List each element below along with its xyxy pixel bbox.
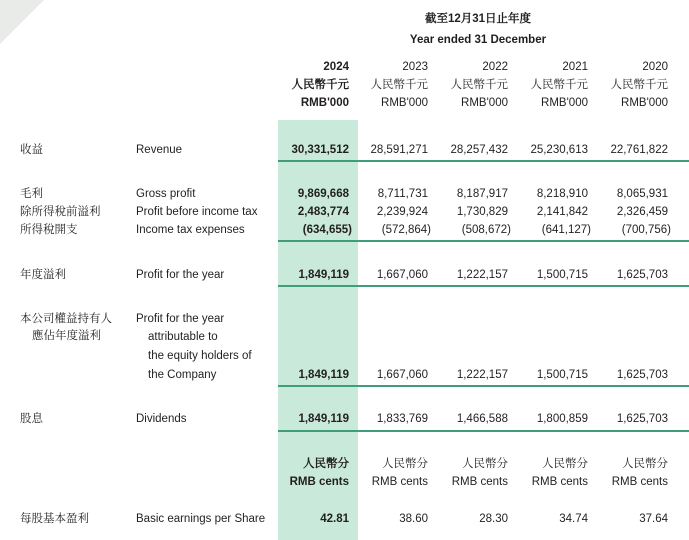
year-2023: 2023 bbox=[402, 61, 428, 73]
value-gross-profit-2024: 9,869,668 bbox=[297, 188, 349, 200]
value-revenue-2023: 28,591,271 bbox=[370, 144, 428, 156]
value-pbt-2024: 2,483,774 bbox=[297, 206, 349, 218]
unit-zh-2021: 人民幣千元 bbox=[530, 79, 588, 91]
cents-unit-en-2020: RMB cents bbox=[611, 476, 668, 488]
unit-zh-2020: 人民幣千元 bbox=[610, 79, 668, 91]
year-2022: 2022 bbox=[482, 61, 508, 73]
value-gross-profit-2022: 8,187,917 bbox=[456, 188, 508, 200]
label-zh-profit-year: 年度溢利 bbox=[20, 269, 66, 281]
value-eps-2024: 42.81 bbox=[320, 513, 349, 525]
value-pbt-2023: 2,239,924 bbox=[376, 206, 428, 218]
value-gross-profit-2023: 8,711,731 bbox=[377, 188, 428, 200]
value-tax-2020: (700,756) bbox=[621, 224, 671, 236]
value-pbt-2020: 2,326,459 bbox=[616, 206, 668, 218]
year-2021: 2021 bbox=[562, 61, 588, 73]
label-zh-eps: 每股基本盈利 bbox=[20, 513, 89, 525]
value-eps-2022: 28.30 bbox=[479, 513, 508, 525]
unit-en-2020: RMB'000 bbox=[621, 97, 668, 109]
header-title-zh: 截至12月31日止年度 bbox=[424, 13, 532, 25]
unit-en-2024: RMB'000 bbox=[300, 97, 349, 109]
cents-unit-zh-2023: 人民幣分 bbox=[382, 458, 428, 470]
label-en-eps: Basic earnings per Share bbox=[136, 513, 266, 525]
label-en-revenue: Revenue bbox=[136, 144, 183, 156]
value-tax-2024: (634,655) bbox=[302, 224, 352, 236]
value-pbt-2021: 2,141,842 bbox=[536, 206, 588, 218]
value-tax-2023: (572,864) bbox=[381, 224, 431, 236]
value-gross-profit-2021: 8,218,910 bbox=[536, 188, 588, 200]
label-zh-dividends: 股息 bbox=[20, 413, 43, 425]
unit-zh-2023: 人民幣千元 bbox=[370, 79, 428, 91]
separator-line bbox=[278, 240, 689, 242]
unit-en-2023: RMB'000 bbox=[381, 97, 428, 109]
value-profit-year-2023: 1,667,060 bbox=[376, 269, 428, 281]
cents-unit-en-2022: RMB cents bbox=[451, 476, 508, 488]
label-en-profit-attrib-line4: the Company bbox=[148, 369, 217, 381]
separator-line bbox=[278, 430, 689, 432]
label-zh-profit-attrib-line2: 應佔年度溢利 bbox=[32, 330, 101, 342]
cents-unit-en-2023: RMB cents bbox=[371, 476, 428, 488]
separator-line bbox=[278, 385, 689, 387]
value-pbt-2022: 1,730,829 bbox=[456, 206, 508, 218]
value-profit-year-2022: 1,222,157 bbox=[456, 269, 508, 281]
label-en-profit-before-tax: Profit before income tax bbox=[136, 206, 258, 218]
value-profit-year-2024: 1,849,119 bbox=[298, 269, 349, 281]
cents-unit-en-2024: RMB cents bbox=[289, 476, 349, 488]
label-en-gross-profit: Gross profit bbox=[136, 188, 196, 200]
cents-unit-en-2021: RMB cents bbox=[531, 476, 588, 488]
label-en-income-tax: Income tax expenses bbox=[136, 224, 245, 236]
value-attrib-2020: 1,625,703 bbox=[616, 369, 668, 381]
value-tax-2021: (641,127) bbox=[541, 224, 591, 236]
unit-zh-2024: 人民幣千元 bbox=[291, 79, 349, 91]
separator-line bbox=[278, 160, 689, 162]
value-dividends-2020: 1,625,703 bbox=[616, 413, 668, 425]
label-zh-revenue: 收益 bbox=[20, 144, 43, 156]
label-en-profit-attrib-line2: attributable to bbox=[148, 331, 218, 343]
header-title-en: Year ended 31 December bbox=[409, 34, 547, 46]
value-attrib-2022: 1,222,157 bbox=[456, 369, 508, 381]
label-zh-income-tax: 所得稅開支 bbox=[20, 224, 78, 236]
label-zh-gross-profit: 毛利 bbox=[20, 188, 43, 200]
year-2020: 2020 bbox=[642, 61, 668, 73]
value-dividends-2024: 1,849,119 bbox=[298, 413, 349, 425]
value-revenue-2024: 30,331,512 bbox=[291, 144, 349, 156]
value-dividends-2023: 1,833,769 bbox=[376, 413, 428, 425]
value-gross-profit-2020: 8,065,931 bbox=[616, 188, 668, 200]
value-revenue-2021: 25,230,613 bbox=[530, 144, 588, 156]
label-zh-profit-before-tax: 除所得稅前溢利 bbox=[20, 206, 101, 218]
label-en-profit-year: Profit for the year bbox=[136, 269, 225, 281]
value-revenue-2020: 22,761,822 bbox=[610, 144, 668, 156]
cents-unit-zh-2022: 人民幣分 bbox=[462, 458, 508, 470]
value-dividends-2021: 1,800,859 bbox=[536, 413, 588, 425]
label-zh-profit-attrib-line1: 本公司權益持有人 bbox=[20, 313, 112, 325]
value-attrib-2021: 1,500,715 bbox=[536, 369, 588, 381]
value-eps-2021: 34.74 bbox=[559, 513, 588, 525]
value-dividends-2022: 1,466,588 bbox=[456, 413, 508, 425]
value-eps-2020: 37.64 bbox=[639, 513, 668, 525]
value-tax-2022: (508,672) bbox=[461, 224, 511, 236]
label-en-dividends: Dividends bbox=[136, 413, 187, 425]
label-en-profit-attrib-line3: the equity holders of bbox=[148, 350, 252, 362]
value-profit-year-2021: 1,500,715 bbox=[536, 269, 588, 281]
value-attrib-2024: 1,849,119 bbox=[298, 369, 349, 381]
value-eps-2023: 38.60 bbox=[399, 513, 428, 525]
value-profit-year-2020: 1,625,703 bbox=[616, 269, 668, 281]
label-en-profit-attrib-line1: Profit for the year bbox=[136, 313, 225, 325]
separator-line bbox=[278, 285, 689, 287]
year-2024: 2024 bbox=[323, 61, 349, 73]
cents-unit-zh-2021: 人民幣分 bbox=[542, 458, 588, 470]
cents-unit-zh-2024: 人民幣分 bbox=[303, 458, 349, 470]
value-revenue-2022: 28,257,432 bbox=[450, 144, 508, 156]
corner-decoration bbox=[0, 0, 44, 44]
unit-en-2021: RMB'000 bbox=[541, 97, 588, 109]
value-attrib-2023: 1,667,060 bbox=[376, 369, 428, 381]
unit-en-2022: RMB'000 bbox=[461, 97, 508, 109]
unit-zh-2022: 人民幣千元 bbox=[450, 79, 508, 91]
cents-unit-zh-2020: 人民幣分 bbox=[622, 458, 668, 470]
